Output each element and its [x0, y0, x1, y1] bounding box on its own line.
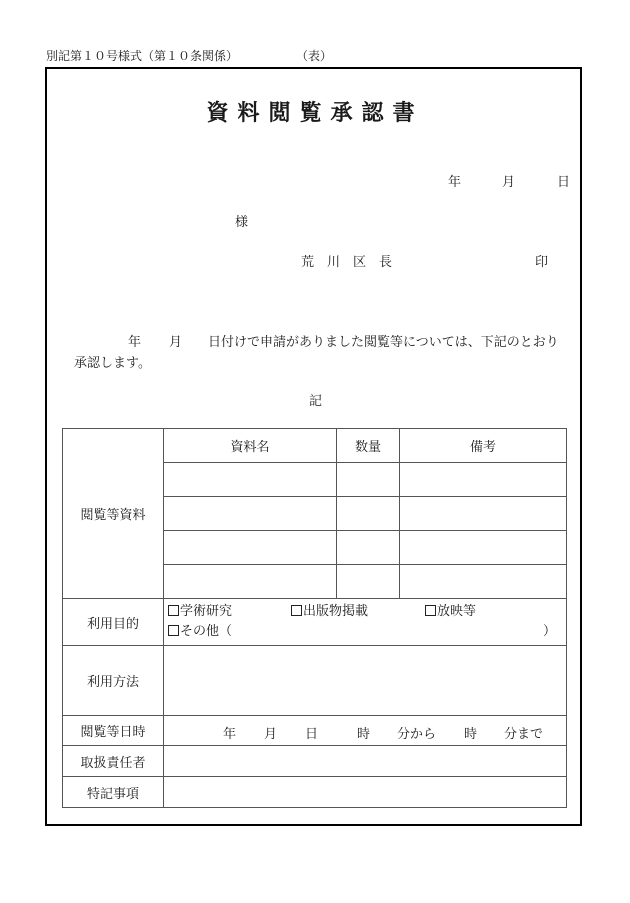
material-name-cell[interactable]	[164, 497, 337, 531]
material-name-cell[interactable]	[164, 531, 337, 565]
notes-label: 特記事項	[63, 777, 164, 808]
notes-cell[interactable]	[164, 777, 567, 808]
date-day: 日	[557, 175, 571, 190]
purpose-option-publication[interactable]: 出版物掲載	[291, 602, 368, 622]
purpose-options	[164, 599, 567, 646]
datetime-cell[interactable]	[164, 716, 567, 746]
purpose-option-other[interactable]: その他（	[168, 624, 232, 639]
datetime-month: 月	[264, 727, 278, 742]
body-text-line2: 承認します。	[74, 356, 151, 371]
datetime-hour-start: 時	[357, 727, 371, 742]
body-text-line1: 日付けで申請がありました閲覧等については、下記のとおり	[208, 335, 559, 350]
handler-label: 取扱責任者	[63, 746, 164, 777]
notes-row	[63, 777, 567, 808]
material-name-cell[interactable]	[164, 463, 337, 497]
body-year: 年	[128, 335, 142, 350]
datetime-from: 分から	[397, 727, 437, 742]
document-title: 資料閲覧承認書	[206, 100, 424, 126]
checkbox-icon[interactable]	[168, 605, 179, 616]
other-close-paren: ）	[543, 624, 557, 639]
material-name-cell[interactable]	[164, 565, 337, 599]
datetime-label: 閲覧等日時	[63, 716, 164, 746]
remarks-cell[interactable]	[400, 463, 567, 497]
method-row	[63, 646, 567, 716]
ki-heading: 記	[309, 394, 323, 409]
checkbox-icon[interactable]	[168, 625, 179, 636]
handler-row	[63, 746, 567, 777]
form-number: 別記第１０号様式（第１０条関係）	[46, 49, 239, 63]
date-year: 年	[448, 175, 462, 190]
purpose-label: 利用目的	[63, 599, 164, 646]
datetime-until: 分まで	[504, 727, 544, 742]
quantity-cell[interactable]	[337, 497, 400, 531]
col-material-name: 資料名	[164, 429, 337, 463]
remarks-cell[interactable]	[400, 497, 567, 531]
purpose-row	[63, 599, 567, 646]
approval-table	[62, 428, 567, 808]
body-month: 月	[169, 335, 183, 350]
issuer-name: 荒 川 区 長	[301, 255, 393, 270]
datetime-day: 日	[305, 727, 319, 742]
materials-label: 閲覧等資料	[63, 429, 164, 599]
datetime-hour-end: 時	[464, 727, 478, 742]
quantity-cell[interactable]	[337, 531, 400, 565]
addressee-suffix: 様	[235, 215, 249, 230]
remarks-cell[interactable]	[400, 565, 567, 599]
purpose-option-academic[interactable]: 学術研究	[168, 604, 232, 619]
handler-cell[interactable]	[164, 746, 567, 777]
method-cell[interactable]	[164, 646, 567, 716]
datetime-row	[63, 716, 567, 746]
datetime-year: 年	[223, 727, 237, 742]
seal-mark: 印	[535, 255, 549, 270]
quantity-cell[interactable]	[337, 565, 400, 599]
front-side-label: （表）	[296, 49, 333, 63]
remarks-cell[interactable]	[400, 531, 567, 565]
method-label: 利用方法	[63, 646, 164, 716]
checkbox-icon[interactable]	[425, 605, 436, 616]
date-month: 月	[502, 175, 516, 190]
col-remarks: 備考	[400, 429, 567, 463]
quantity-cell[interactable]	[337, 463, 400, 497]
col-quantity: 数量	[337, 429, 400, 463]
checkbox-icon[interactable]	[291, 605, 302, 616]
purpose-option-broadcast[interactable]: 放映等	[425, 602, 476, 622]
materials-header-row	[63, 429, 567, 463]
